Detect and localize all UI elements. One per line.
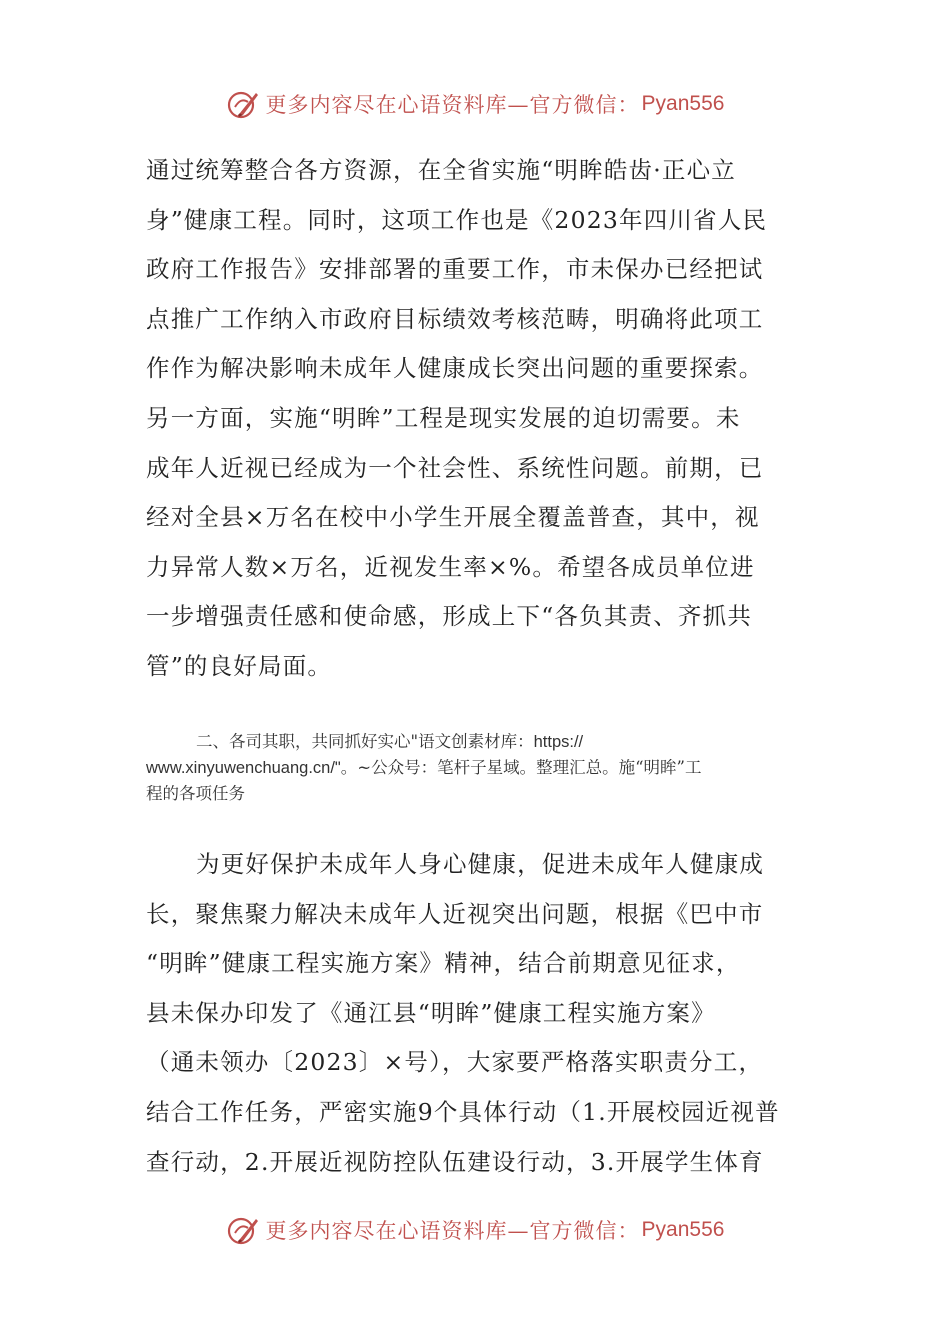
heading-text: 二、各司其职，共同抓好实心"语文创素材库： — [196, 732, 534, 751]
text-line: 另一方面，实施“明眸”工程是现实发展的迫切需要。未 — [146, 403, 741, 432]
heading-url-part: https:// — [533, 733, 584, 751]
text-line: 结合工作任务，严密实施9个具体行动（1.开展校园近视普 — [146, 1097, 780, 1126]
text-line: 点推广工作纳入市政府目标绩效考核范畴，明确将此项工 — [146, 304, 764, 333]
text-line: 力异常人数×万名，近视发生率×%。希望各成员单位进 — [146, 552, 755, 581]
heading-text: 。~公众号：笔杆子星域。整理汇总。施“明眸”工 — [340, 758, 702, 777]
banner-wechat-id: Pyan556 — [641, 1218, 725, 1241]
pen-circle-logo-icon — [226, 87, 260, 121]
text-line: 管”的良好局面。 — [146, 651, 333, 680]
heading-line-3: 程的各项任务 — [146, 784, 245, 803]
text-line: 一步增强责任感和使命感，形成上下“各负其责、齐抓共 — [146, 602, 753, 631]
text-line: 县未保办印发了《通江县“明眸”健康工程实施方案》 — [146, 998, 716, 1027]
text-line: 作作为解决影响未成年人健康成长突出问题的重要探索。 — [146, 354, 764, 383]
banner-text: 更多内容尽在心语资料库—官方微信： — [265, 93, 640, 117]
body-paragraph-2 — [146, 840, 826, 1187]
heading-url: www.xinyuwenchuang.cn/" — [146, 759, 341, 777]
text-line: 查行动，2.开展近视防控队伍建设行动，3.开展学生体育 — [146, 1147, 764, 1176]
footer-banner — [0, 1208, 950, 1252]
text-line: 身”健康工程。同时，这项工作也是《2023年四川省人民 — [146, 205, 768, 234]
banner-wechat-id: Pyan556 — [641, 92, 725, 115]
banner-text: 更多内容尽在心语资料库—官方微信： — [265, 1219, 640, 1243]
text-line: 成年人近视已经成为一个社会性、系统性问题。前期，已 — [146, 453, 764, 482]
text-line: 长，聚焦聚力解决未成年人近视突出问题，根据《巴中市 — [146, 899, 764, 928]
heading-line-1 — [146, 729, 816, 755]
body-paragraph-1 — [146, 146, 826, 692]
text-line: 经对全县×万名在校中小学生开展全覆盖普查，其中，视 — [146, 503, 760, 532]
text-line: 通过统筹整合各方资源，在全省实施“明眸皓齿·正心立 — [146, 156, 736, 184]
heading-line-2 — [146, 755, 816, 781]
text-line: 为更好保护未成年人身心健康，促进未成年人健康成 — [196, 850, 765, 878]
pen-circle-logo-icon — [226, 1213, 260, 1247]
header-banner — [0, 82, 950, 126]
text-line: （通未领办〔2023〕×号），大家要严格落实职责分工， — [146, 1048, 764, 1077]
section-heading — [146, 729, 816, 806]
text-line: “明眸”健康工程实施方案》精神，结合前期意见征求， — [146, 949, 741, 978]
text-line: 政府工作报告》安排部署的重要工作，市未保办已经把试 — [146, 255, 764, 284]
